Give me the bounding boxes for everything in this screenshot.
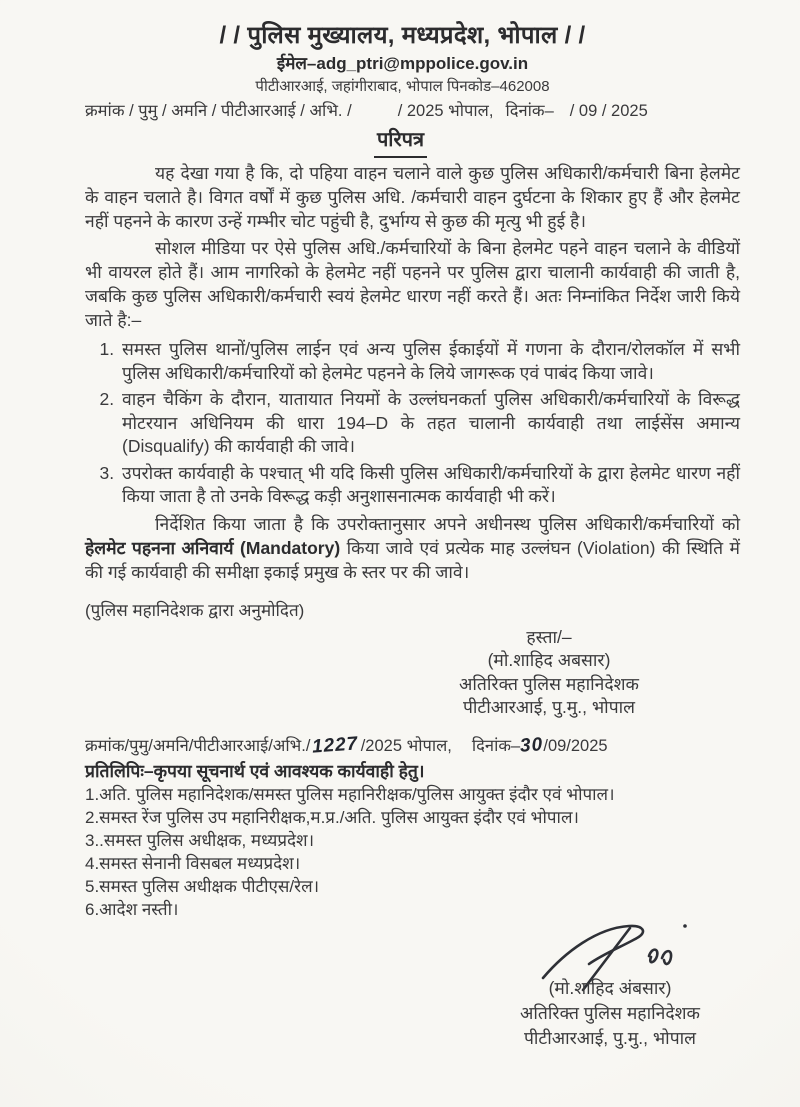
handwritten-dispatch-number: 1227 [311, 732, 360, 758]
approval-note: (पुलिस महानिदेशक द्वारा अनुमोदित) [85, 600, 305, 620]
directive-item: 1. समस्त पुलिस थानों/पुलिस लाईन एवं अन्य पुलिस ईकाईयों में गणना के दौरान/रोलकॉल में सभी पुलिस अधिकारी/कर्मचारियों को हेलमेट पहनने के लिये जागरूक एवं पाबंद किया जावे। [119, 338, 740, 385]
recipient-item: 6.आदेश नस्ती। [85, 899, 179, 919]
directive-list [93, 338, 740, 509]
paragraph-social-media: सोशल मीडिया पर ऐसे पुलिस अधि./कर्मचारियों के बिना हेलमेट पहने वाहन चलाने के वीडियों भी वायरल होते हैं। आम नागरिको के हेलमेट नहीं पहनने पर पुलिस द्वारा चालानी कार्यवाही की जाती है, जबकि कुछ पुलिस अधिकारी/कर्मचारी स्वयं हेलमेट धारण नहीं करते हैं। अतः निम्नांकित निर्देश जारी किये जाते है:– [85, 238, 740, 330]
signatory-office: पीटीआरआई, पु.मु., भोपाल [523, 1028, 697, 1048]
signatory-designation: अतिरिक्त पुलिस महानिदेशक [520, 1003, 700, 1023]
reference-year: / 2025 भोपाल, [397, 102, 494, 120]
recipient-list [85, 783, 740, 921]
signatory-name: (मो.शाहिद अबसार) [487, 650, 611, 670]
office-address: पीटीआरआई, जहांगीराबाद, भोपाल पिनकोड–462008 [255, 78, 550, 95]
copy-date-label: दिनांक– [471, 736, 521, 755]
recipient-item: 4.समस्त सेनानी विसबल मध्यप्रदेश। [85, 853, 301, 873]
letterhead [75, 20, 730, 96]
signed-mark: हस्ता/– [526, 626, 572, 647]
signature-block-top [394, 626, 704, 720]
signatory-designation: अतिरिक्त पुलिस महानिदेशक [459, 673, 639, 694]
copy-reference-year: /2025 भोपाल, [360, 736, 452, 755]
directive-item: 3. उपरोक्त कार्यवाही के पश्चात् भी यदि किसी पुलिस अधिकारी/कर्मचारियों के द्वारा हेलमेट धारण नहीं किया जाता है तो उनके विरूद्ध कड़ी अनुशासनात्मक कार्यवाही भी करें। [119, 462, 740, 509]
date-value: / 09 / 2025 [569, 102, 648, 120]
signatory-name: (मो.शाहिद अंबसार) [548, 978, 672, 998]
recipient-item: 2.समस्त रेंज पुलिस उप महानिरीक्षक,म.प्र./अति. पुलिस आयुक्त इंदौर एवं भोपाल। [85, 807, 579, 827]
paragraph-intro: यह देखा गया है कि, दो पहिया वाहन चलाने वाले कुछ पुलिस अधिकारी/कर्मचारी बिना हेलमेट के वाहन चलाते है। विगत वर्षों में कुछ पुलिस अधि. /कर्मचारी वाहन दुर्घटना के शिकार हुए हैं और हेलमेट नहीं पहनने के कारण उन्हें गम्भीर चोट पहुंची है, दुर्भाग्य से कुछ की मृत्यु भी हुई है। [85, 163, 740, 231]
recipient-item: 1.अति. पुलिस महानिदेशक/समस्त पुलिस महानिरीक्षक/पुलिस आयुक्त इंदौर एवं भोपाल। [85, 784, 615, 804]
copy-reference-line [85, 734, 740, 758]
signature-block-bottom [455, 918, 765, 1051]
reference-number-line [85, 100, 740, 123]
date-label: दिनांक– [505, 102, 554, 120]
document-title: परिपत्र [73, 126, 728, 158]
summary-text-post: किया जावे एवं प्रत्येक माह उल्लंघन (Violation) की स्थिति में की गई कार्यवाही की समीक्षा इकाई प्रमुख के स्तर पर की जावे। [85, 537, 740, 582]
email-line [75, 52, 730, 75]
signatory-office: पीटीआरआई, पु.मु., भोपाल [462, 697, 636, 717]
directive-item: 2. वाहन चैकिंग के दौरान, यातायात नियमों के उल्लंघनकर्ता पुलिस अधिकारी/कर्मचारियों के विरूद्ध मोटरयान अधिनियम की धारा 194–D के तहत चालानी कार्यवाही तथा लाईसेंस अमान्य (Disqualify) की कार्यवाही की जावे। [119, 388, 740, 459]
recipient-item: 5.समस्त पुलिस अधीक्षक पीटीएस/रेल। [85, 876, 320, 896]
paragraph-directive-summary [85, 512, 740, 584]
email-address: adg_ptri@mppolice.gov.in [316, 54, 529, 73]
handwritten-day: 30 [519, 733, 545, 757]
recipient-item: 3..समस्त पुलिस अधीक्षक, मध्यप्रदेश। [85, 830, 315, 850]
mandatory-emphasis: हेलमेट पहनना अनिवार्य (Mandatory) [85, 537, 341, 558]
summary-text-pre: निर्देशित किया जाता है कि उपरोक्तानुसार अपने अधीनस्थ पुलिस अधिकारी/कर्मचारियों को [155, 513, 740, 534]
copy-reference-prefix: क्रमांक/पुमु/अमनि/पीटीआरआई/अभि./ [85, 736, 311, 755]
reference-prefix: क्रमांक / पुमु / अमनि / पीटीआरआई / अभि. / [85, 102, 352, 120]
copy-to-heading: प्रतिलिपिः–कृपया सूचनार्थ एवं आवश्यक कार्यवाही हेतु। [85, 760, 425, 781]
copy-date-rest: /09/2025 [543, 736, 608, 755]
email-label: ईमेल– [276, 54, 317, 73]
organization-title: / / पुलिस मुख्यालय, मध्यप्रदेश, भोपाल / / [219, 22, 586, 49]
